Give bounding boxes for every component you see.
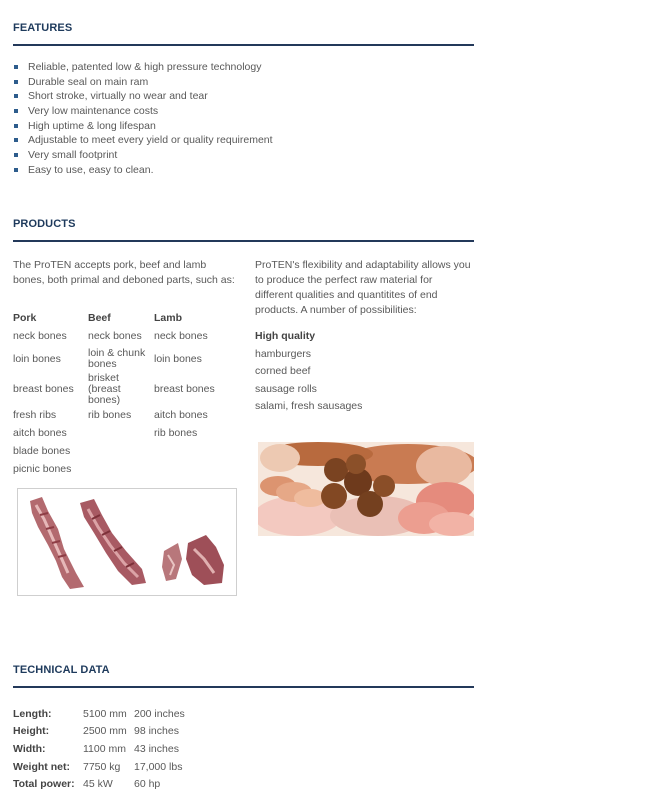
spec-metric: 2500 mm [83,725,127,738]
list-item: hamburgers [255,347,312,360]
technical-data-divider [13,686,474,688]
feature-item: Short stroke, virtually no wear and tear [13,89,273,104]
table-cell [88,442,154,460]
feature-item: Very small footprint [13,148,273,163]
features-heading: FEATURES [13,22,73,34]
table-cell: neck bones [13,329,67,342]
technical-data-table [13,705,185,793]
feature-item: Reliable, patented low & high pressure technology [13,60,273,75]
table-row [13,373,234,406]
products-divider [13,240,474,242]
features-divider [13,44,474,46]
table-cell [154,460,234,478]
spec-label: Width: [13,742,46,755]
spec-metric: 7750 kg [83,760,121,773]
table-cell: picnic bones [13,462,72,475]
spec-imperial: 60 hp [134,778,161,791]
table-cell: breast bones [154,383,215,395]
list-item: sausage rolls [255,382,317,395]
table-cell: aitch bones [13,426,67,439]
table-row [13,723,185,741]
sausages-photo [258,442,474,536]
spec-label: Height: [13,725,50,738]
table-row [13,740,185,758]
table-row [13,345,234,373]
table-row [13,758,185,776]
table-cell: brisket (breast bones) [88,372,121,406]
table-row [13,406,234,424]
feature-item: Easy to use, easy to clean. [13,163,273,178]
spec-metric: 1100 mm [83,742,126,755]
spec-imperial: 98 inches [134,725,179,738]
table-cell: neck bones [154,329,208,342]
column-header-lamb: Lamb [154,311,183,324]
feature-item: Adjustable to meet every yield or quality requirement [13,133,273,148]
table-cell: rib bones [154,426,198,439]
list-item: salami, fresh sausages [255,400,363,413]
high-quality-title: High quality [255,330,316,342]
table-row [13,460,234,478]
bone-types-table [13,309,234,478]
bones-illustration [18,489,236,595]
spec-label: Weight net: [13,760,70,773]
features-list [13,60,273,178]
table-row [13,327,234,345]
table-cell: aitch bones [154,408,208,421]
bones-photo [17,488,237,596]
technical-data-heading: TECHNICAL DATA [13,664,110,676]
feature-item: Very low maintenance costs [13,104,273,119]
table-cell [88,424,154,442]
table-cell [88,460,154,478]
table-row [13,442,234,460]
spec-imperial: 43 inches [134,742,179,755]
column-header-beef: Beef [88,311,111,324]
table-cell: fresh ribs [13,408,57,421]
high-quality-list [255,328,362,416]
spec-metric: 5100 mm [83,707,127,720]
table-row [13,424,234,442]
list-item: corned beef [255,365,311,378]
table-cell [154,442,234,460]
spec-imperial: 17,000 lbs [134,760,183,773]
table-cell: rib bones [88,408,132,421]
products-intro: The ProTEN accepts pork, beef and lamb bones, both primal and deboned parts, such as: [13,259,235,286]
table-cell: blade bones [13,444,71,457]
table-cell: breast bones [13,383,74,395]
feature-item: High uptime & long lifespan [13,119,273,134]
sausages-illustration [258,442,474,536]
spec-imperial: 200 inches [134,707,185,720]
spec-label: Total power: [13,778,75,791]
table-cell: neck bones [88,329,142,342]
table-row [13,775,185,793]
column-header-pork: Pork [13,311,37,324]
spec-label: Length: [13,707,52,720]
table-row [13,705,185,723]
feature-item: Durable seal on main ram [13,75,273,90]
table-cell: loin & chunk bones [88,347,146,370]
table-cell: loin bones [154,352,202,365]
spec-metric: 45 kW [83,778,113,791]
table-cell: loin bones [13,352,61,365]
products-flexibility: ProTEN's flexibility and adaptability allows you to produce the perfect raw material for different qualities and quantitites of end products. A number of possibilities: [255,259,471,316]
products-heading: PRODUCTS [13,218,76,230]
